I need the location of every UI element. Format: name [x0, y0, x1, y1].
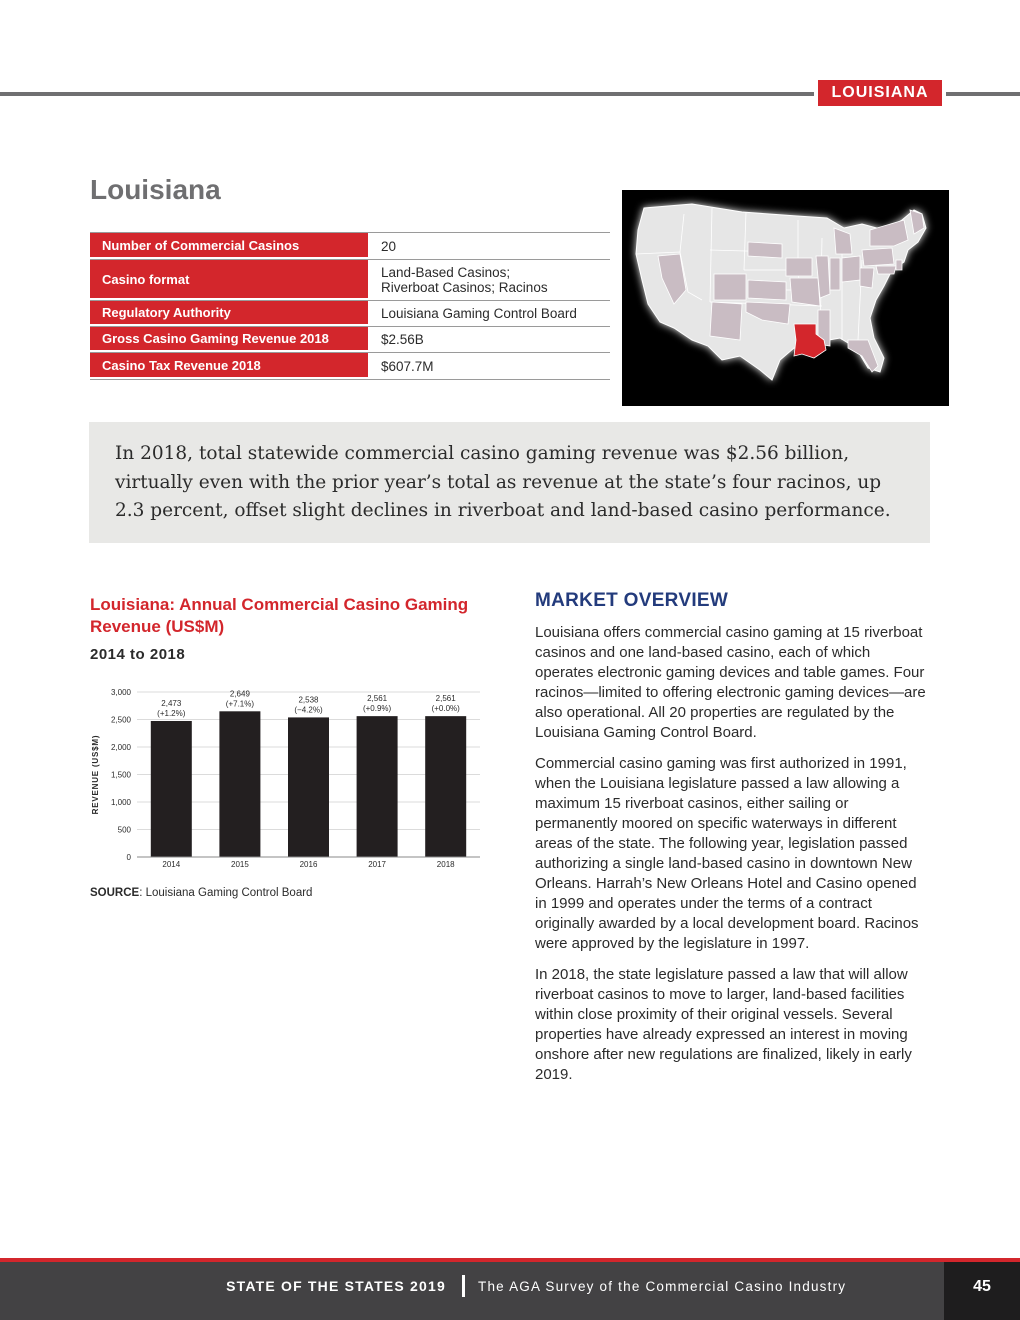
- bar-value-label: 2,473: [161, 698, 182, 708]
- x-tick-label: 2015: [231, 860, 249, 869]
- fact-value-line: $607.7M: [381, 358, 434, 374]
- fact-value-line: $2.56B: [381, 332, 424, 347]
- chart-title: Louisiana: Annual Commercial Casino Gaming Revenue (US$M): [90, 595, 469, 636]
- fact-label: Regulatory Authority: [90, 301, 368, 326]
- state-south-dakota: [748, 242, 782, 258]
- state-iowa: [786, 258, 812, 276]
- fact-value: [368, 353, 610, 379]
- y-tick-label: 3,000: [110, 688, 131, 697]
- x-tick-label: 2018: [436, 860, 455, 869]
- fact-row: [90, 232, 610, 260]
- state-missouri: [790, 278, 820, 306]
- page-title: Louisiana: [90, 174, 221, 205]
- overview-paragraph: Commercial casino gaming was first authorized in 1991, when the Louisiana legislature passed a law allowing a maximum 15 riverboat casinos, either sailing or permanently moored on specific waterways in different areas of the state. The following year, legislation passed authorizing a single land-based casino in downtown New Orleans. Harrah’s New Orleans Hotel and Casino opened in 1999 and operates under the terms of a contract originally awarded by a local development board. Racinos were approved by the legislature in 1997.: [535, 755, 919, 952]
- fact-label: Casino format: [90, 260, 368, 300]
- chart-subtitle: 2014 to 2018: [90, 646, 186, 663]
- summary-text: In 2018, total statewide commercial casino gaming revenue was $2.56 billion, virtually even with the prior year’s total as revenue at the state’s four racinos, up 2.3 percent, offset slight declines in riverboat and land-based casino performance.: [115, 443, 891, 521]
- fact-row: [90, 353, 610, 380]
- state-ohio: [842, 256, 860, 282]
- bar: [425, 716, 466, 857]
- footer-publication-subtitle: The AGA Survey of the Commercial Casino Industry: [478, 1278, 847, 1294]
- bar: [288, 717, 329, 857]
- x-tick-label: 2017: [368, 860, 386, 869]
- fact-value-line: Land-Based Casinos;: [381, 265, 511, 280]
- state-pennsylvania: [862, 248, 894, 266]
- state-new-york: [870, 220, 908, 246]
- state-west-virginia: [860, 268, 874, 288]
- y-tick-label: 0: [126, 853, 131, 862]
- revenue-chart: [90, 684, 490, 874]
- bar: [151, 721, 192, 857]
- bar-change-label: (+7.1%): [225, 699, 255, 709]
- x-tick-label: 2014: [162, 860, 181, 869]
- market-overview-heading: MARKET OVERVIEW: [535, 590, 729, 611]
- state-maryland: [876, 266, 896, 274]
- x-tick-label: 2016: [299, 860, 318, 869]
- state-delaware: [896, 260, 902, 270]
- state-tag: LOUISIANA: [814, 80, 946, 106]
- fact-label: Gross Casino Gaming Revenue 2018: [90, 327, 368, 352]
- footer-publication-title: STATE OF THE STATES 2019: [226, 1278, 446, 1294]
- y-tick-label: 1,500: [110, 770, 131, 780]
- bar: [219, 711, 260, 857]
- page-number: 45: [944, 1262, 1020, 1320]
- bar-value-label: 2,649: [229, 689, 250, 699]
- bar-value-label: 2,538: [298, 695, 319, 705]
- fact-row: [90, 301, 610, 327]
- fact-value-line: Riverboat Casinos; Racinos: [381, 280, 548, 295]
- market-overview-body: [535, 623, 930, 1096]
- fact-row: [90, 260, 610, 301]
- fact-value: [368, 260, 610, 300]
- state-indiana: [830, 258, 840, 290]
- state-new-mexico: [710, 302, 742, 340]
- bar-change-label: (−4.2%): [294, 705, 323, 715]
- overview-paragraph: In 2018, the state legislature passed a law that will allow riverboat casinos to move to larger, land-based facilities within close proximity of their original vessels. Several properties have already expressed an interest in moving onshore after new regulations are finalized, likely in early 2019.: [535, 966, 912, 1083]
- page-footer: [0, 1262, 1020, 1320]
- state-colorado: [714, 274, 746, 300]
- source-text: : Louisiana Gaming Control Board: [139, 887, 313, 899]
- fact-value-line: 20: [381, 238, 397, 254]
- y-tick-label: 2,000: [110, 743, 131, 752]
- y-axis-label: REVENUE (US$M): [91, 734, 100, 815]
- fact-value: [368, 327, 610, 352]
- y-tick-label: 1,000: [110, 798, 131, 807]
- fact-value-line: Louisiana Gaming Control Board: [381, 306, 577, 321]
- bar-value-label: 2,561: [435, 694, 456, 704]
- fact-value: [368, 301, 610, 326]
- y-tick-label: 2,500: [110, 715, 131, 725]
- bar-change-label: (+0.0%): [431, 704, 460, 714]
- footer-divider: [462, 1275, 465, 1297]
- facts-table: [90, 232, 610, 380]
- y-tick-label: 500: [117, 825, 131, 835]
- revenue-chart-svg: [90, 684, 490, 874]
- bar-value-label: 2,561: [367, 694, 388, 704]
- fact-label: Number of Commercial Casinos: [90, 233, 368, 259]
- bar-change-label: (+1.2%): [157, 708, 186, 718]
- chart-source: [90, 887, 312, 899]
- fact-value: [368, 233, 610, 259]
- fact-row: [90, 327, 610, 353]
- state-kansas: [748, 280, 786, 300]
- us-map-graphic: [622, 190, 949, 406]
- summary-callout: [89, 422, 930, 543]
- source-label: SOURCE: [90, 887, 140, 899]
- bar-change-label: (+0.9%): [362, 704, 392, 714]
- fact-label: Casino Tax Revenue 2018: [90, 353, 368, 379]
- us-map: [622, 190, 949, 406]
- bar: [357, 716, 398, 857]
- overview-paragraph: Louisiana offers commercial casino gaming at 15 riverboat casinos and one land-based casino, each of which operates electronic gaming devices and table games. Four racinos—limited to offering electronic gaming devices—are also operational. All 20 properties are regulated by the Louisiana Gaming Control Board.: [535, 624, 926, 741]
